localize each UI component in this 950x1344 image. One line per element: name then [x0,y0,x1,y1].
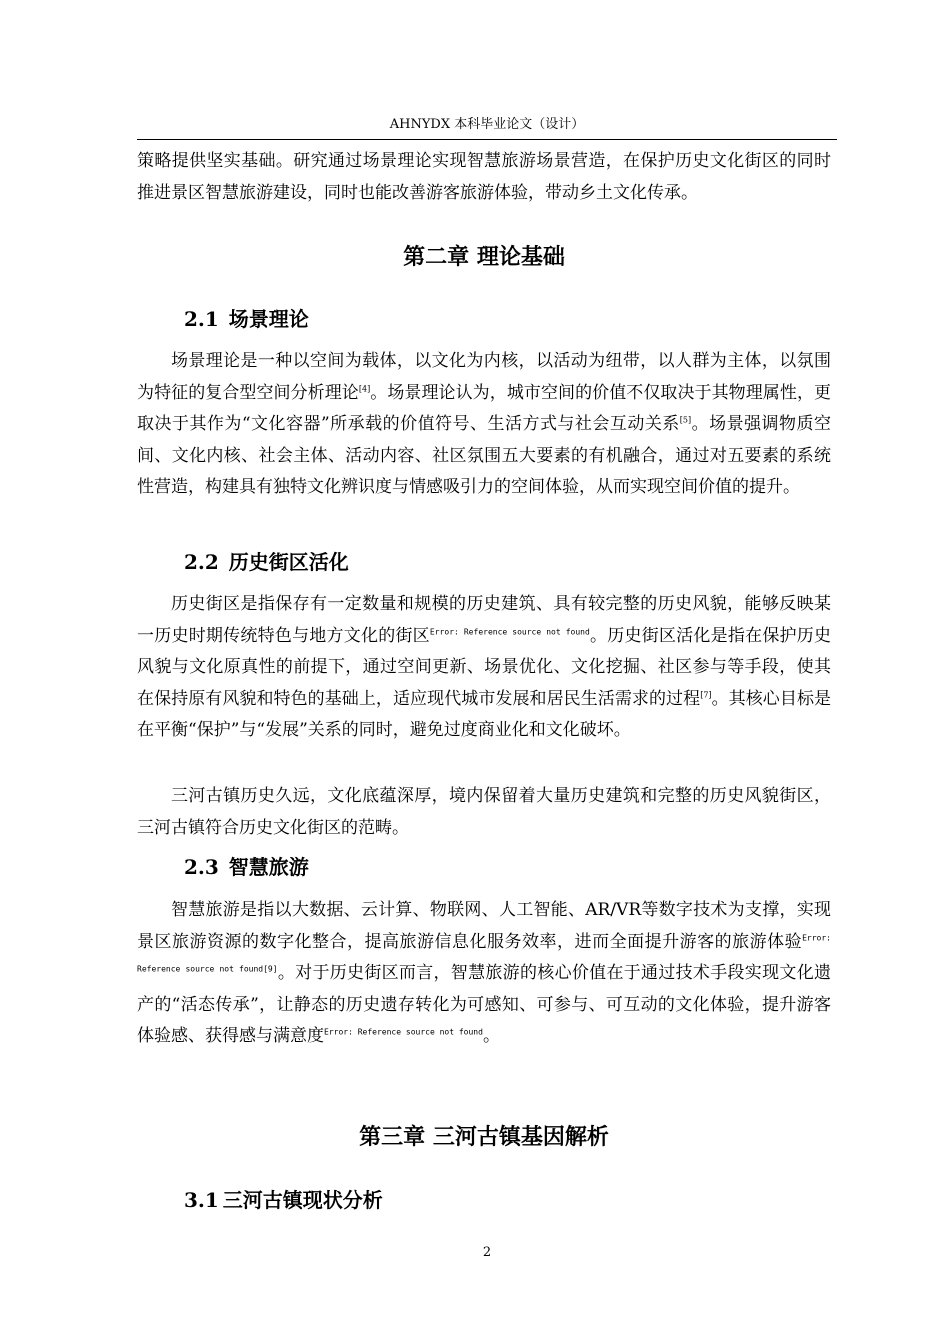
section-2-3-heading [184,853,309,881]
paragraph-text: 场景理论是一种以空间为载体，以文化为内核，以活动为纽带，以人群为主体，以氛围为特征的复合型空间分析理论 [137,351,831,403]
section-3-1-heading [184,1186,383,1214]
paragraph-text: 。对于历史街区而言，智慧旅游的核心价值在于通过技术手段实现文化遗产的“活态传承”，让静态的历史遗存转化为可感知、可参与、可互动的文化体验，提升游客体验感、获得感与满意度 [137,963,831,1046]
section-2-2-paragraph-2: 三河古镇历史久远，文化底蕴深厚，境内保留着大量历史建筑和完整的历史风貌街区，三河古镇符合历史文化街区的范畴。 [137,786,831,838]
page-header: AHNYDX 本科毕业论文（设计） [389,117,585,132]
citation: [5] [679,415,692,425]
paragraph-text: 。其核心目标是在平衡“保护”与“发展”关系的同时，避免过度商业化和文化破坏。 [137,688,832,740]
paragraph-text: 。 [482,1026,500,1046]
section-number: 3.1 [184,1188,219,1212]
page-number: 2 [482,1245,492,1260]
section-number: 2.2 [184,550,219,574]
section-2-1-paragraph [137,346,831,504]
citation: [7] [700,689,712,699]
section-number: 2.1 [184,307,219,331]
paragraph-text: 智慧旅游是指以大数据、云计算、物联网、人工智能、AR/VR等数字技术为支撑，实现景区旅游资源的数字化整合，提高旅游信息化服务效率，进而全面提升游客的旅游体验 [137,900,831,952]
section-title: 智慧旅游 [228,855,309,879]
chapter-3-title: 第三章 三河古镇基因解析 [359,1125,609,1150]
reference-error: Error: Reference source not found [429,626,590,636]
header-rule [137,139,837,140]
chapter-2-title: 第二章 理论基础 [403,245,565,270]
reference-error: Error: Reference source not found [324,1027,483,1037]
section-title: 三河古镇现状分析 [222,1188,383,1212]
section-2-1-heading [184,305,309,333]
reference-error: Error: Reference source not found[9] [137,932,831,974]
section-title: 场景理论 [228,307,309,331]
section-2-2-heading [184,548,349,576]
paragraph-text: 历史街区是指保存有一定数量和规模的历史建筑、具有较完整的历史风貌，能够反映某一历史时期传统特色与地方文化的街区 [137,594,831,646]
section-2-2-paragraph-1 [137,589,831,747]
paragraph-text: 。历史街区活化是指在保护历史风貌与文化原真性的前提下，通过空间更新、场景优化、文化挖掘、社区参与等手段，使其在保持原有风貌和特色的基础上，适应现代城市发展和居民生活需求的过程 [137,625,832,709]
section-title: 历史街区活化 [228,550,349,574]
section-number: 2.3 [184,855,219,879]
citation: [4] [358,383,371,393]
paragraph-text: 。场景理论认为，城市空间的价值不仅取决于其物理属性，更取决于其作为“文化容器”所承载的价值符号、生活方式与社会互动关系 [137,382,832,434]
intro-paragraph: 策略提供坚实基础。研究通过场景理论实现智慧旅游场景营造，在保护历史文化街区的同时推进景区智慧旅游建设，同时也能改善游客旅游体验，带动乡土文化传承。 [137,151,831,203]
section-2-3-paragraph [137,895,831,1053]
paragraph-text: 。场景强调物质空间、文化内核、社会主体、活动内容、社区氛围五大要素的有机融合，通过对五要素的系统性营造，构建具有独特文化辨识度与情感吸引力的空间体验，从而实现空间价值的提升。 [137,414,831,497]
